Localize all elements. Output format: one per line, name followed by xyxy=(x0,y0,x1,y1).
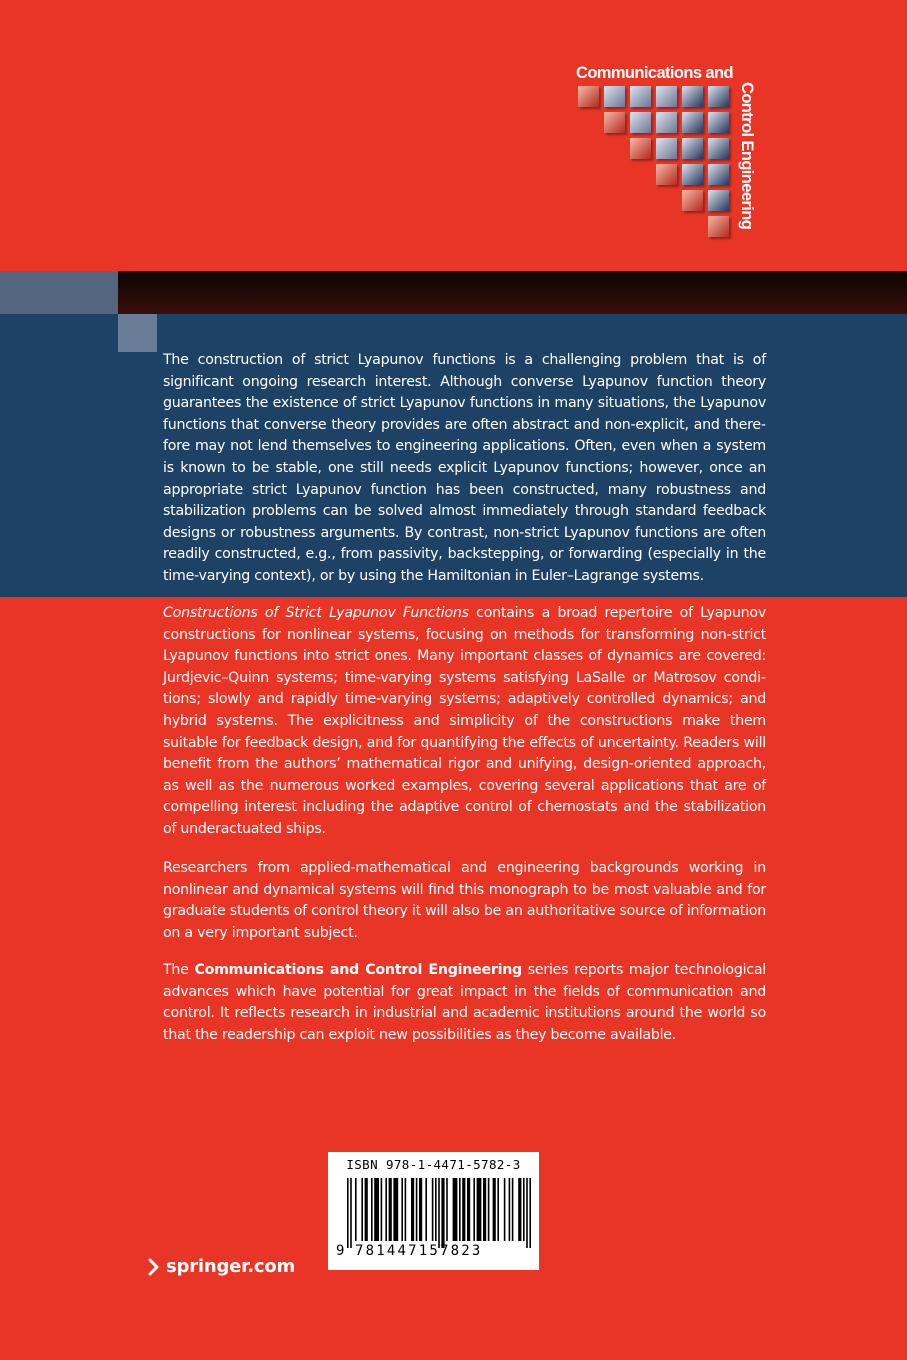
logo-tile xyxy=(656,138,677,159)
barcode-bar xyxy=(504,1178,506,1241)
grey-block-corner xyxy=(118,314,157,352)
barcode-digits: 781447157823 xyxy=(355,1243,483,1259)
barcode-bar xyxy=(347,1178,349,1248)
logo-tile xyxy=(708,216,729,237)
logo-tile xyxy=(682,112,703,133)
barcode-bar xyxy=(473,1178,475,1241)
logo-tile xyxy=(630,112,651,133)
barcode-bar xyxy=(441,1178,444,1248)
springer-link[interactable] xyxy=(148,1256,295,1277)
description-paragraph-2 xyxy=(163,603,766,841)
barcode-bar xyxy=(497,1178,499,1241)
description-paragraph-2-text: contains a broad repertoire of Lyapunov constructions for nonlinear systems, focusing on methods for transforming non-strict Lyapunov functions into strict ones. Many important classes of dynamics are covered: Jurdjevic–Quinn systems; time-varying systems satisfying LaSalle or Matrosov conditions; slowly and rapidly time-varying systems; adaptively controlled dynamics; and hybrid systems. The explicitness and simplicity of the constructions make them suitable for feedback design, and for quantifying the effects of uncertainty. Readers will benefit from the authors’ mathematical rigor and unifying, design-oriented approach, as well as the numerous worked examples, covering several applications that are of compelling interest including the adaptive control of chemostats and the stabilization of underactuated ships. xyxy=(163,605,767,837)
isbn-barcode xyxy=(328,1152,539,1270)
barcode-bar xyxy=(488,1178,490,1241)
logo-tile xyxy=(682,138,703,159)
barcode-first-digit: 9 xyxy=(336,1243,345,1259)
logo-tile xyxy=(656,164,677,185)
series-title-horizontal: Communications and xyxy=(576,64,733,82)
series-paragraph-text: series reports major technological advances which have potential for great impact in the fields of communication and control. It reflects research in industrial and academic institutions around the world so that the readership can exploit new possibilities as they become available. xyxy=(163,962,766,1043)
dark-band xyxy=(118,271,907,314)
logo-tile xyxy=(682,190,703,211)
barcode-bar xyxy=(365,1178,368,1241)
barcode-bar xyxy=(467,1178,470,1241)
logo-tile xyxy=(578,86,599,107)
barcode-bar xyxy=(425,1178,427,1241)
barcode-bar xyxy=(493,1178,496,1241)
logo-tile xyxy=(630,138,651,159)
series-paragraph-pre: The xyxy=(163,962,195,978)
logo-tile xyxy=(604,86,625,107)
logo-tile xyxy=(630,86,651,107)
barcode-bar xyxy=(389,1178,392,1241)
barcode-bar xyxy=(529,1178,531,1248)
barcode-bar xyxy=(509,1178,511,1241)
barcode-bar xyxy=(483,1178,486,1241)
series-title-vertical: Control Engineering xyxy=(738,82,756,230)
isbn-label: ISBN 978-1-4471-5782-3 xyxy=(346,1157,521,1172)
barcode-bar xyxy=(411,1178,414,1241)
barcode-bar xyxy=(462,1178,465,1241)
springer-url: springer.com xyxy=(166,1256,296,1277)
logo-tile xyxy=(708,86,729,107)
barcode-bar xyxy=(518,1178,521,1241)
logo-tile xyxy=(708,190,729,211)
logo-tile xyxy=(682,86,703,107)
description-paragraph-1: The construction of strict Lyapunov functions is a challenging problem that is of significant ongoing research interest. Although converse Lyapunov function theory guarantees the existence of strict Lyapunov functions in many situations, the Lyapunov functions that converse theory provides are often abstract and non-explicit, and therefore may not lend themselves to engineering applications. Often, even when a system is known to be stable, one still needs explicit Lyapunov functions; however, once an appropriate strict Lyapunov function has been constructed, many robustness and stabilization problems can be solved almost immediately through standard feedback designs or robustness arguments. By contrast, non-strict Lyapunov functions are often readily constructed, e.g., from passivity, backstepping, or forwarding (especially in the time-varying context), or by using the Hamiltonian in Euler–Lagrange systems. xyxy=(163,352,766,584)
barcode-bar xyxy=(361,1178,363,1241)
logo-tile xyxy=(708,164,729,185)
barcode-bar xyxy=(435,1178,437,1241)
barcode-bar xyxy=(401,1178,403,1241)
barcode-bar xyxy=(438,1178,440,1248)
barcode-bar xyxy=(432,1178,434,1241)
logo-tile xyxy=(708,112,729,133)
series-name-bold: Communications and Control Engineering xyxy=(194,962,522,978)
barcode-bar xyxy=(526,1178,528,1248)
chevron-right-icon xyxy=(148,1258,160,1276)
barcode-bar xyxy=(446,1178,448,1241)
logo-tile xyxy=(656,86,677,107)
barcode-bar xyxy=(512,1178,514,1241)
barcode-bar xyxy=(453,1178,458,1241)
barcode-bar xyxy=(385,1178,387,1241)
barcode-bar xyxy=(355,1178,357,1241)
barcode-bar xyxy=(393,1178,398,1241)
grey-block-left xyxy=(0,271,118,314)
logo-tile xyxy=(708,138,729,159)
series-paragraph xyxy=(163,960,766,1046)
book-title-italic: Constructions of Strict Lyapunov Functions xyxy=(163,605,469,621)
barcode-bar xyxy=(371,1178,373,1241)
barcode-bar xyxy=(381,1178,383,1241)
logo-tile xyxy=(604,112,625,133)
barcode-bar xyxy=(416,1178,418,1241)
description-paragraph-3: Researchers from applied-mathematical and engineering backgrounds working in nonlinear and dynamical systems will find this monograph to be most valuable and for graduate students of control theory it will also be an authoritative source of information on a very important subject. xyxy=(163,860,766,941)
barcode-bar xyxy=(350,1178,352,1248)
barcode-bar xyxy=(374,1178,379,1241)
logo-tile xyxy=(682,164,703,185)
logo-tile xyxy=(656,112,677,133)
barcode-bar xyxy=(419,1178,422,1241)
barcode-bar xyxy=(477,1178,482,1241)
barcode-bar xyxy=(523,1178,525,1241)
barcode-bar xyxy=(459,1178,461,1241)
barcode-bar xyxy=(405,1178,407,1241)
